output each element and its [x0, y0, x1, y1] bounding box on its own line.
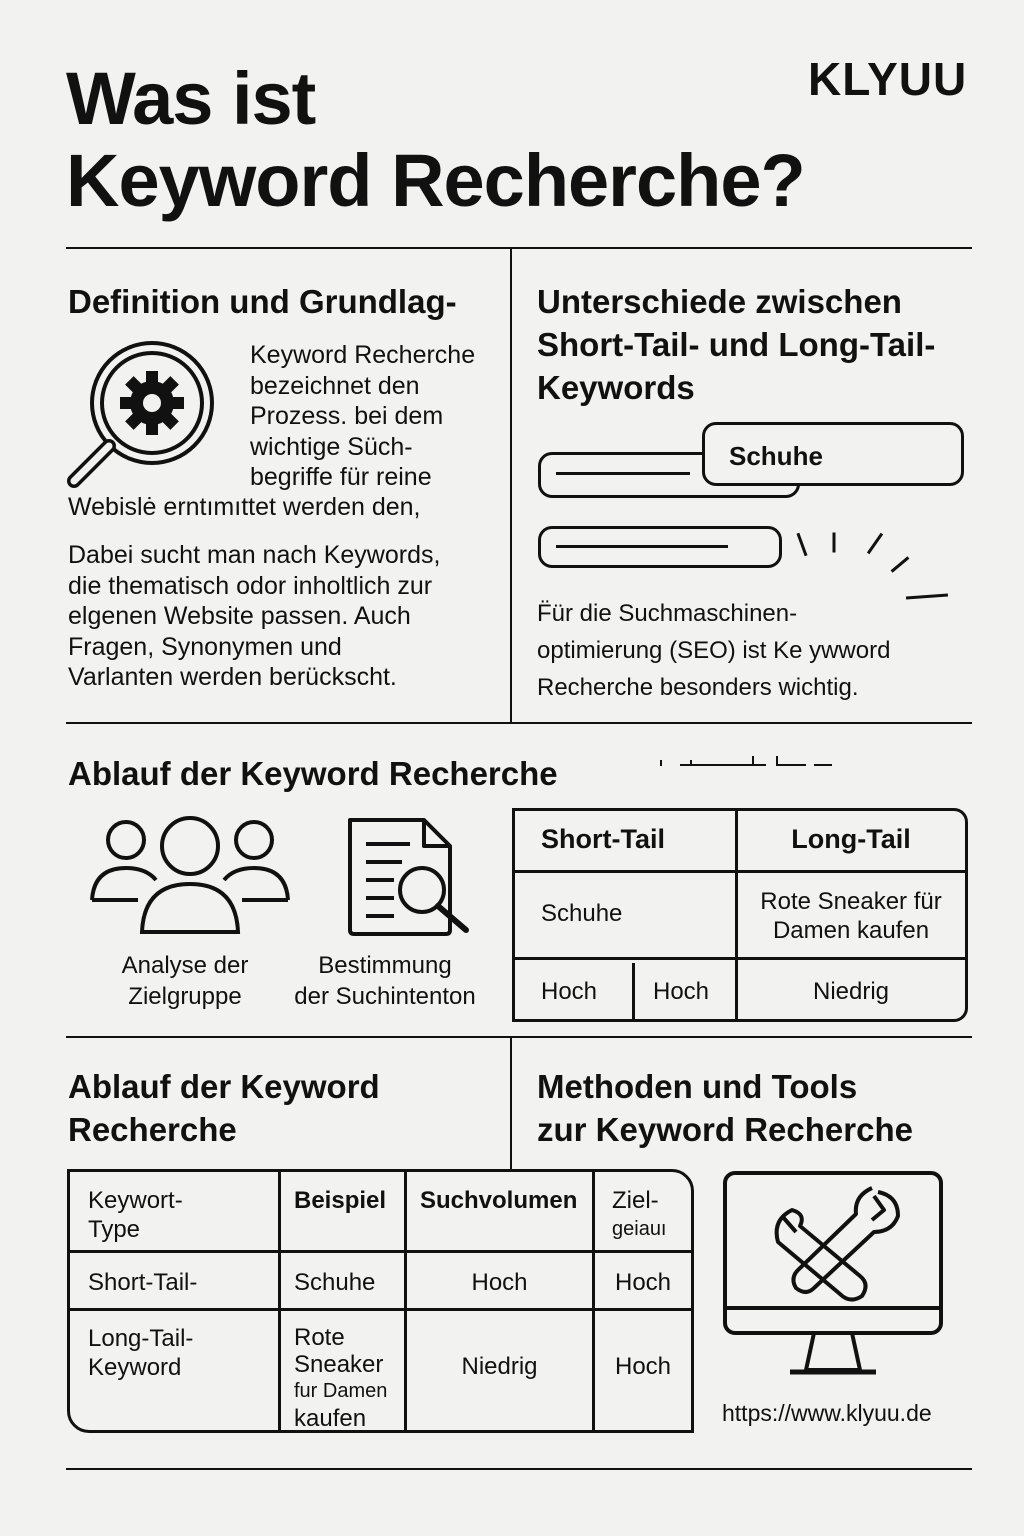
step-label-line: Zielgruppe: [128, 983, 242, 1010]
definition-line: Prozess. bei dem: [250, 402, 444, 430]
table-row-1-goal: Hoch: [614, 1269, 672, 1296]
definition-line: wichtige Süch-: [250, 432, 413, 461]
table-row-1-example: Schuhe: [294, 1269, 376, 1296]
step-label-intent: [278, 950, 492, 1012]
divider-middle: [66, 722, 972, 724]
seo-line: F̈ür die Suchmaschinen-: [537, 600, 798, 627]
magnifier-gear-icon: [62, 338, 222, 490]
divider-vertical-lower: [510, 1036, 512, 1170]
table-row-2-goal: Hoch: [614, 1353, 672, 1380]
process2-heading: [68, 1065, 380, 1151]
seo-line: optimierung (SEO) ist Ke ywword: [537, 637, 891, 664]
heading-line: Methoden und Tools: [537, 1068, 858, 1105]
people-group-icon: [88, 814, 292, 936]
monitor-tools-icon: [722, 1170, 944, 1380]
paragraph-line: Fragen, Synonymen und: [68, 632, 342, 661]
definition-line: Keyword Recherche: [250, 341, 476, 369]
table-header-type: [88, 1186, 183, 1244]
search-term: Schuhe: [729, 441, 823, 471]
compare-cell-volume-long: Niedrig: [812, 978, 890, 1005]
divider-lower: [66, 1036, 972, 1038]
compare-cell-long-line: Damen kaufen: [772, 917, 930, 944]
page-title: [66, 58, 805, 222]
step-label-audience: [92, 950, 278, 1012]
placeholder-line-icon: [556, 472, 690, 475]
definition-line: begriffe für reine: [250, 463, 432, 491]
header-line: Ziel-: [612, 1187, 659, 1214]
search-bar-front: [702, 422, 964, 486]
differences-heading: [537, 280, 935, 409]
table-header-goal: [612, 1186, 667, 1244]
table-header-volume: Suchvolumen: [420, 1187, 578, 1214]
cell-line: Keyword: [88, 1354, 182, 1381]
divider-vertical-top: [510, 248, 512, 723]
compare-header-long: Long-Tail: [791, 824, 911, 854]
brand-logo: KLYUU: [808, 53, 968, 105]
seo-line: Recherche besonders wichtig.: [537, 674, 859, 701]
divider-bottom: [66, 1468, 972, 1470]
website-url[interactable]: https://www.klyuu.de: [722, 1400, 932, 1426]
cell-line: Long-Tail-: [88, 1325, 194, 1352]
process-heading: Ablauf der Keyword Recherche: [68, 755, 558, 792]
table-header-example: Beispiel: [294, 1187, 387, 1214]
header-line: Keywort-: [88, 1187, 183, 1214]
heading-line: Keywords: [537, 369, 695, 406]
heading-line: Ablauf der Keyword: [68, 1068, 380, 1105]
table-row-1-volume: Hoch: [471, 1269, 528, 1296]
document-search-icon: [344, 814, 474, 938]
heading-line: zur Keyword Recherche: [537, 1111, 913, 1148]
heading-line: Short-Tail- und Long-Tail-: [537, 326, 936, 363]
cell-line: Rote: [294, 1324, 345, 1351]
table-row-2-type: [88, 1324, 193, 1382]
compare-cell-short: Schuhe: [541, 900, 623, 927]
table-row-2-example: [294, 1324, 387, 1432]
compare-cell-volume-a: Hoch: [541, 978, 598, 1005]
methods-heading: [537, 1065, 913, 1151]
placeholder-line-icon: [556, 545, 728, 548]
cell-line: kaufen: [294, 1405, 367, 1432]
title-line-2: Keyword Recherche?: [66, 139, 805, 222]
paragraph-line: elgenen Website passen. Auch: [68, 602, 411, 630]
paragraph-line: Dabei sucht man nach Keywords,: [68, 541, 441, 569]
compare-cell-long-line: Rote Sneaker für: [760, 888, 942, 915]
title-line-1: Was ist: [66, 57, 316, 140]
compare-cell-long: [737, 887, 965, 945]
compare-cell-volume-b: Hoch: [653, 978, 710, 1005]
header-line: geiauı: [612, 1218, 667, 1240]
cell-line: Sneaker: [294, 1351, 384, 1378]
definition-line-full: Webislė erntımıttet werden den,: [68, 493, 421, 521]
heading-line: Recherche: [68, 1111, 237, 1148]
definition-paragraph: [68, 540, 440, 693]
divider-top: [66, 247, 972, 249]
step-label-line: der Suchintenton: [294, 983, 476, 1010]
header-line: Type: [88, 1216, 141, 1243]
definition-heading: Definition und Grundlag-: [68, 283, 457, 320]
definition-line: bezeichnet den: [250, 371, 420, 400]
compare-header-short: Short-Tail: [541, 824, 665, 854]
paragraph-line: Varlanten werden berücksсht.: [68, 663, 397, 691]
cell-line: fur Damen: [294, 1380, 388, 1402]
heading-line: Unterschiede zwischen: [537, 283, 902, 320]
table-row-1-type: Short-Tail-: [88, 1269, 198, 1296]
table-row-2-volume: Niedrig: [461, 1353, 538, 1380]
step-label-line: Analyse der: [121, 952, 249, 979]
seo-text: [537, 595, 890, 706]
keyword-table: [67, 1169, 694, 1433]
definition-text-block: [250, 340, 475, 493]
paragraph-line: die thematisch odor inholtlich zur: [68, 571, 433, 600]
step-label-line: Bestimmung: [318, 952, 452, 979]
compare-table: [512, 808, 968, 1022]
